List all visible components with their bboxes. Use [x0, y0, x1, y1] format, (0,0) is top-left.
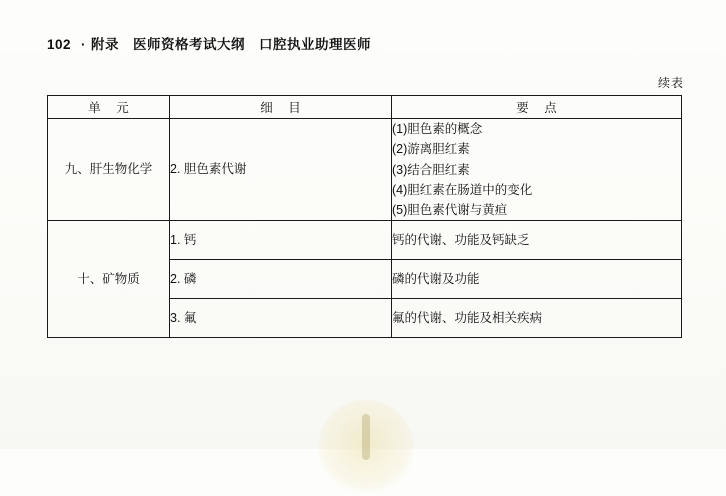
- point-cell-fluorine: 氟的代谢、功能及相关疾病: [392, 299, 682, 338]
- column-header-unit: 单 元: [48, 96, 170, 119]
- point-cell-phosphorus: 磷的代谢及功能: [392, 260, 682, 299]
- item-cell-bile-pigment-metabolism: 2. 胆色素代谢: [170, 119, 392, 221]
- point-cell-calcium: 钙的代谢、功能及钙缺乏: [392, 221, 682, 260]
- item-cell-phosphorus: 2. 磷: [170, 260, 392, 299]
- table-header-row: [48, 96, 682, 119]
- page-number: 102: [47, 37, 72, 52]
- column-header-item: 细 目: [170, 96, 392, 119]
- header-subtitle: 口腔执业助理医师: [259, 37, 372, 52]
- item-cell-fluorine: 3. 氟: [170, 299, 392, 338]
- syllabus-table: [47, 95, 682, 338]
- point-line: (2)游离胆红素: [392, 142, 470, 157]
- point-line: (1)胆色素的概念: [392, 122, 483, 136]
- point-cell-bile-pigment-metabolism: [392, 119, 682, 221]
- unit-cell-liver-biochemistry: 九、肝生物化学: [48, 119, 170, 221]
- paper-watermark: [318, 400, 414, 496]
- header-label: 附录: [91, 37, 120, 52]
- column-header-point: 要 点: [392, 96, 682, 119]
- point-line: (4)胆红素在肠道中的变化: [392, 182, 533, 197]
- point-line: (5)胆色素代谢与黄疸: [392, 203, 508, 217]
- item-cell-calcium: 1. 钙: [170, 221, 392, 260]
- header-title: 医师资格考试大纲: [133, 37, 246, 52]
- header-dot: ·: [81, 37, 87, 52]
- page-header: [47, 33, 371, 53]
- point-line: (3)结合胆红素: [392, 162, 470, 177]
- continued-table-note: 续表: [657, 76, 684, 90]
- table-row: [48, 221, 682, 260]
- table-row: [48, 119, 682, 221]
- unit-cell-minerals: 十、矿物质: [48, 221, 170, 338]
